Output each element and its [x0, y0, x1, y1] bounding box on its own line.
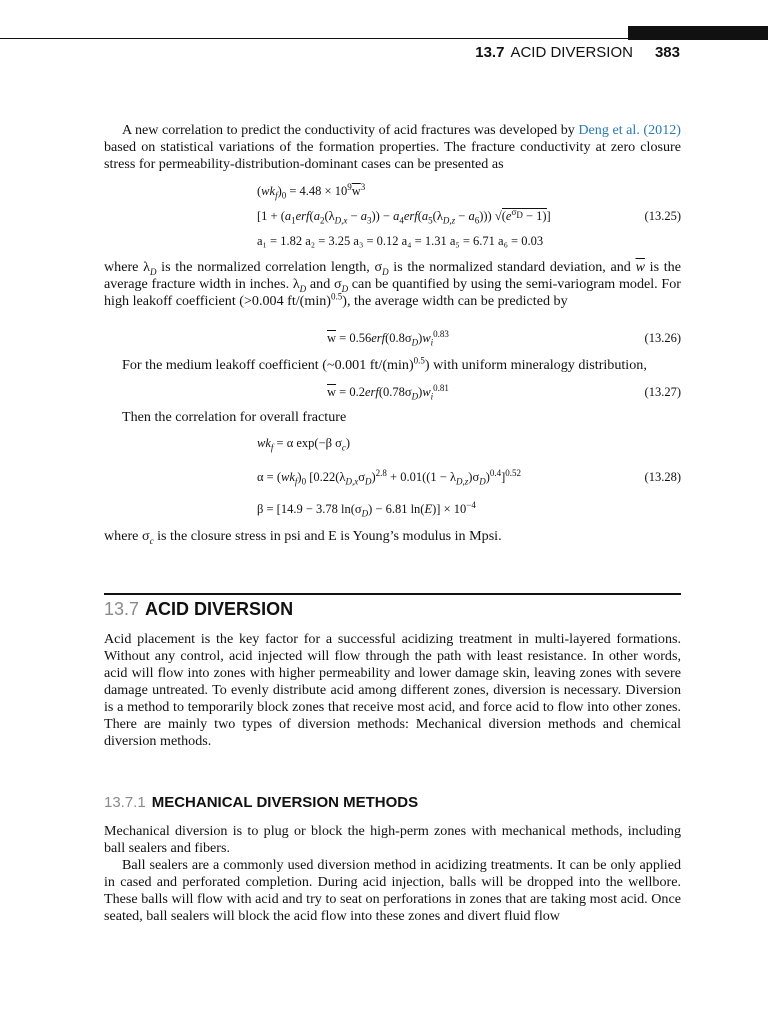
- where-text-d: is the average fracture width in inches. λ: [104, 259, 681, 292]
- intro-text-after: based on statistical variations of the formation properties. The fracture conductivity at zero closure stress for permeability-distribution-dominant cases can be presented as: [104, 139, 681, 172]
- intro-text-before: A new correlation to predict the conductivity of acid fractures was developed by: [122, 122, 579, 138]
- equation-number-13-27: (13.27): [644, 385, 681, 399]
- equation-width-high-leakoff: $\overline{w} = 0.56erf(0.8\sigma_D)w_i^{0.83}$: [327, 328, 449, 348]
- acid-diversion-text: Acid placement is the key factor for a successful acidizing treatment in multi-layered formations. Without any control, acid injected will flow through the path with least resistance. In other words, acid will flow into zones with higher permeability and lower damage skin, leaving zones with severe damage untreated. To evenly distribute acid among different zones, diversion is necessary. Diversion is a method to temporarily block zones that receive most acid, and force acid to flow into other zones. There are mainly two types of diversion methods: Mechanical diversion methods and chemical diversion methods.: [104, 631, 681, 749]
- section-number: 13.7: [104, 599, 140, 619]
- medium-text-a: For the medium leakoff coefficient (~0.001 ft/(min): [122, 357, 414, 373]
- where-text-f: can be quantified by using the semi-variogram model. For high leakoff coefficient (>0.004 ft/(min): [104, 276, 682, 309]
- citation-link[interactable]: Deng et al. (2012): [578, 122, 681, 138]
- where-text-e: and σ: [306, 276, 342, 292]
- acid-diversion-paragraph: [104, 631, 681, 750]
- subsection-title: MECHANICAL DIVERSION METHODS: [151, 794, 419, 811]
- page-number: 383: [654, 44, 680, 61]
- medium-leakoff-paragraph: For the medium leakoff coefficient (~0.001 $ft/(\min)^{0.5}$) with uniform mineralogy distribution,: [122, 355, 647, 373]
- running-head: [475, 44, 680, 61]
- equation-alpha: $\alpha = (wk_f)_0$ $[0.22(\lambda_{D,x}\sigma_D)^{2.8} + 0.01((1 - \lambda_{D,z})\sigma_D)^{0.4}]^{0.52}$: [257, 467, 522, 487]
- mechanical-diversion-paragraphs: [104, 823, 681, 925]
- section-title: ACID DIVERSION: [145, 599, 294, 619]
- medium-text-b: ) with uniform mineralogy distribution,: [424, 357, 647, 373]
- subsection-heading: [104, 794, 418, 811]
- where2-text-a: where σ: [104, 528, 150, 544]
- section-heading: [104, 599, 293, 620]
- equation-number-13-28: (13.28): [644, 470, 681, 484]
- running-head-title: ACID DIVERSION: [510, 44, 633, 61]
- header-rule: [0, 38, 768, 39]
- equation-number-13-25: (13.25): [644, 209, 681, 223]
- where-text-c: is the normalized standard deviation, and: [388, 259, 636, 275]
- where2-text-b: is the closure stress in psi and E is Young’s modulus in Mpsi.: [153, 528, 502, 544]
- subsection-number: 13.7.1: [104, 794, 146, 811]
- where-paragraph: where $\lambda_D$ is the normalized correlation length, $\sigma_D$ is the normalized standard deviation, and $\overline{w}$ is the average fracture width in inches. $\lambda_D$ and $\sigma_D$ can be quantified by using the semi-variogram model. For high leakoff coefficient (>0.004 $ft/(\min)^{0.5}$), the average width can be predicted by: [104, 259, 682, 309]
- equation-width-medium-leakoff: $\overline{w} = 0.2erf(0.78\sigma_D)w_i^{0.81}$: [327, 382, 449, 402]
- equation-wkf0: $(wk_f)_0 = 4.48 \times 10^9\overline{w}^3$: [257, 181, 366, 201]
- mechanical-text-1: Mechanical diversion is to plug or block the high-perm zones with mechanical methods, including ball sealers and fibers.: [104, 823, 681, 856]
- running-head-section-number: 13.7: [475, 44, 505, 61]
- equation-coefficients: a₁ = 1.82 a₂ = 3.25 a₃ = 0.12 a₄ = 1.31 a₅ = 6.71 a₆ = 0.03: [257, 234, 544, 248]
- section-rule: [104, 593, 681, 595]
- where-text-g: ), the average width can be predicted by: [342, 293, 568, 309]
- where-text-a: where λ: [104, 259, 150, 275]
- where-text-b: is the normalized correlation length, σ: [156, 259, 383, 275]
- equation-beta: β = [14.9 − 3.78 $\ln(\sigma_D) - 6.81$ $\ln(E)] \times 10^{-4}$: [257, 499, 476, 519]
- closure-stress-paragraph: where $\sigma_c$ is the closure stress in psi and E is Young’s modulus in Mpsi.: [104, 528, 502, 546]
- equation-bracket-term: $[1 + (a_1erf(a_2(\lambda_{D,x} - a_3)) - a_4erf(a_5(\lambda_{D,z} - a_6))) √(e^{\sigma_D} - 1)]$: [257, 206, 551, 226]
- intro-paragraph: [104, 122, 681, 173]
- overall-fracture-paragraph: [104, 409, 681, 426]
- then-text: Then the correlation for overall fracture: [122, 409, 347, 425]
- equation-number-13-26: (13.26): [644, 331, 681, 345]
- equation-wkf-exp: $wk_f = \alpha$ exp(−β $\sigma_c$): [257, 436, 351, 453]
- mechanical-text-2: Ball sealers are a commonly used diversion method in acidizing treatments. It can be only applied in cased and perforated completion. During acid injection, balls will be dropped into the wellbore. These balls will flow with acid and try to seat on perforations in zones that are taking most acid. Once seated, ball sealers will block the acid flow into these zones and divert fluid flow: [104, 857, 681, 924]
